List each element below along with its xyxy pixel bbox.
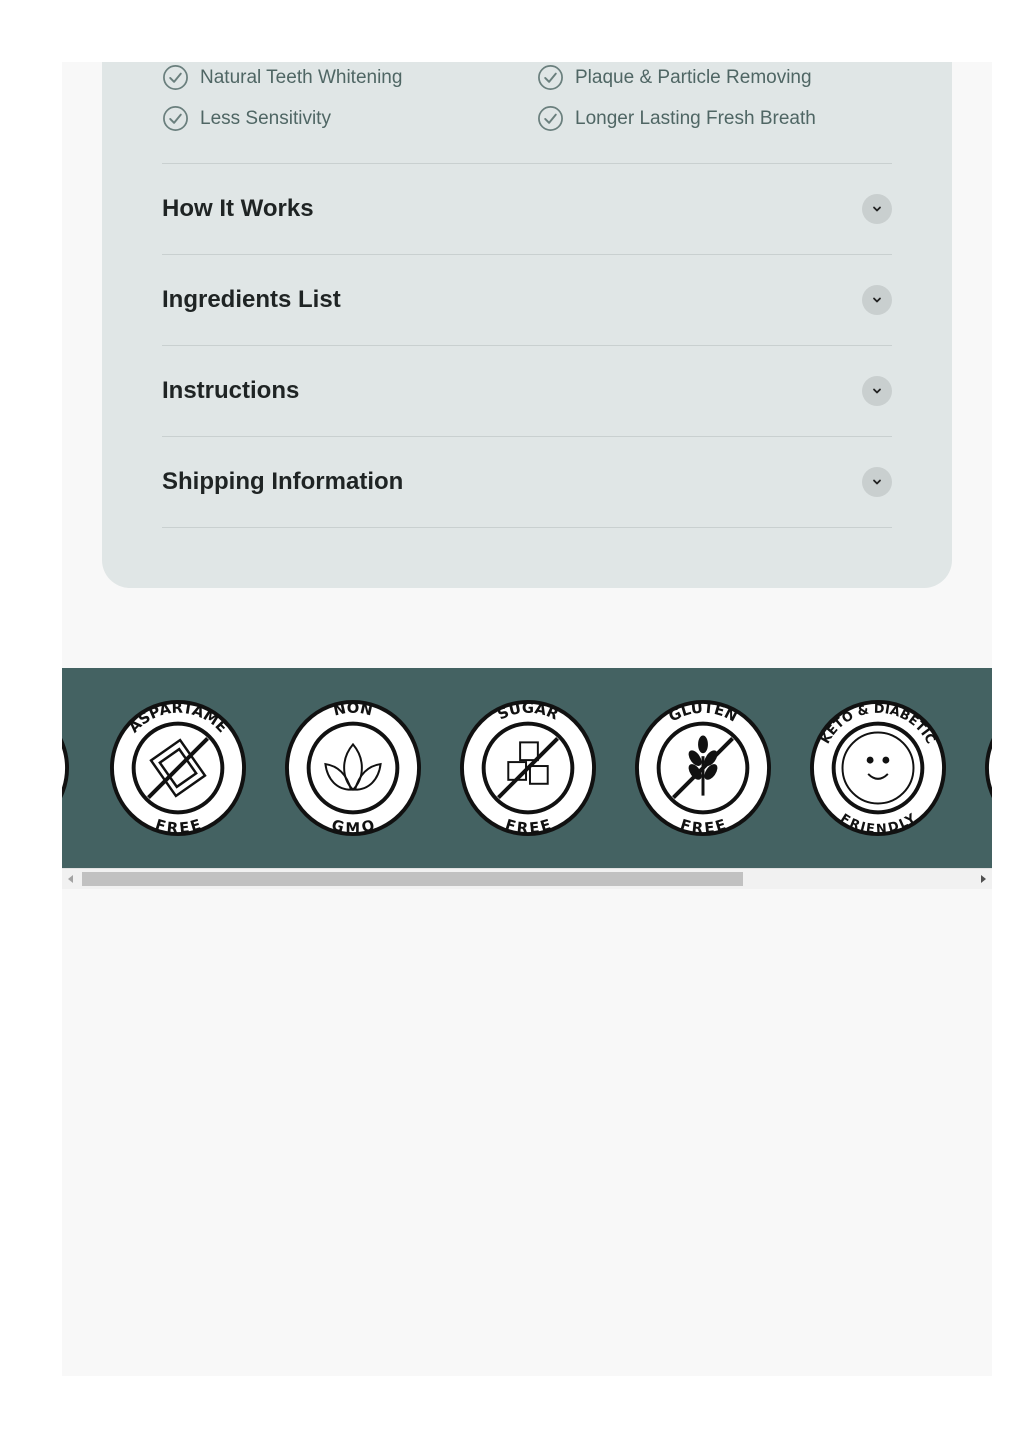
accordion-title: Instructions: [162, 377, 300, 404]
badge-top-text: ASPARTAME: [125, 699, 231, 737]
chevron-down-icon: [871, 294, 883, 306]
badge-top-text: GLUTEN: [665, 699, 741, 726]
expand-button[interactable]: [862, 467, 892, 497]
triangle-left-icon: [67, 875, 75, 883]
badge-bottom-text: FREE: [678, 816, 728, 837]
scroll-right-button[interactable]: [974, 869, 992, 889]
badges-carousel[interactable]: [62, 668, 992, 868]
badge-gluten-free: [634, 699, 772, 837]
badge-bottom-text: FREE: [153, 816, 203, 837]
triangle-right-icon: [979, 875, 987, 883]
badge-aspartame-free: [109, 699, 247, 837]
expand-button[interactable]: [862, 285, 892, 315]
svg-text:NON: [332, 700, 375, 720]
benefit-item: [537, 105, 816, 132]
product-details-card: [102, 62, 952, 588]
badge-top-text: KETO & DIABETIC: [818, 701, 938, 747]
accordion-instructions[interactable]: [162, 345, 892, 436]
badge-partial-right: [984, 699, 992, 837]
benefit-item: [162, 105, 331, 132]
scroll-left-button[interactable]: [62, 869, 80, 889]
accordion-ingredients-list[interactable]: [162, 254, 892, 345]
accordion-shipping-information[interactable]: [162, 436, 892, 528]
chevron-down-icon: [871, 476, 883, 488]
badge-non-gmo: [284, 699, 422, 837]
badge-sugar-free: [459, 699, 597, 837]
benefit-label: Natural Teeth Whitening: [200, 66, 403, 88]
badge-top-text: SUGAR: [495, 699, 561, 724]
check-circle-icon: [162, 64, 189, 91]
check-circle-icon: [537, 105, 564, 132]
check-circle-icon: [162, 105, 189, 132]
scrollbar-thumb[interactable]: [82, 872, 743, 886]
check-circle-icon: [537, 64, 564, 91]
badge-keto-diabetic-friendly: [809, 699, 947, 837]
expand-button[interactable]: [862, 376, 892, 406]
page-content: [62, 62, 992, 1376]
accordion-title: How It Works: [162, 195, 314, 222]
benefit-label: Less Sensitivity: [200, 107, 331, 129]
benefit-item: [537, 64, 812, 91]
badge-bottom-text: FREE: [503, 816, 553, 837]
badge-partial-left: [62, 699, 70, 837]
horizontal-scrollbar[interactable]: [62, 868, 992, 889]
badge-bottom-text: GMO: [329, 816, 377, 837]
accordion-title: Ingredients List: [162, 286, 341, 313]
benefit-item: [162, 64, 402, 91]
accordion-how-it-works[interactable]: [162, 163, 892, 254]
accordion-title: Shipping Information: [162, 468, 404, 495]
chevron-down-icon: [871, 385, 883, 397]
expand-button[interactable]: [862, 194, 892, 224]
accordion: [162, 163, 892, 528]
badge-top-text: NON: [331, 699, 375, 720]
badge-bottom-text: FRIENDLY: [837, 811, 919, 837]
benefit-label: Longer Lasting Fresh Breath: [575, 107, 816, 129]
benefit-label: Plaque & Particle Removing: [575, 66, 812, 88]
chevron-down-icon: [871, 203, 883, 215]
